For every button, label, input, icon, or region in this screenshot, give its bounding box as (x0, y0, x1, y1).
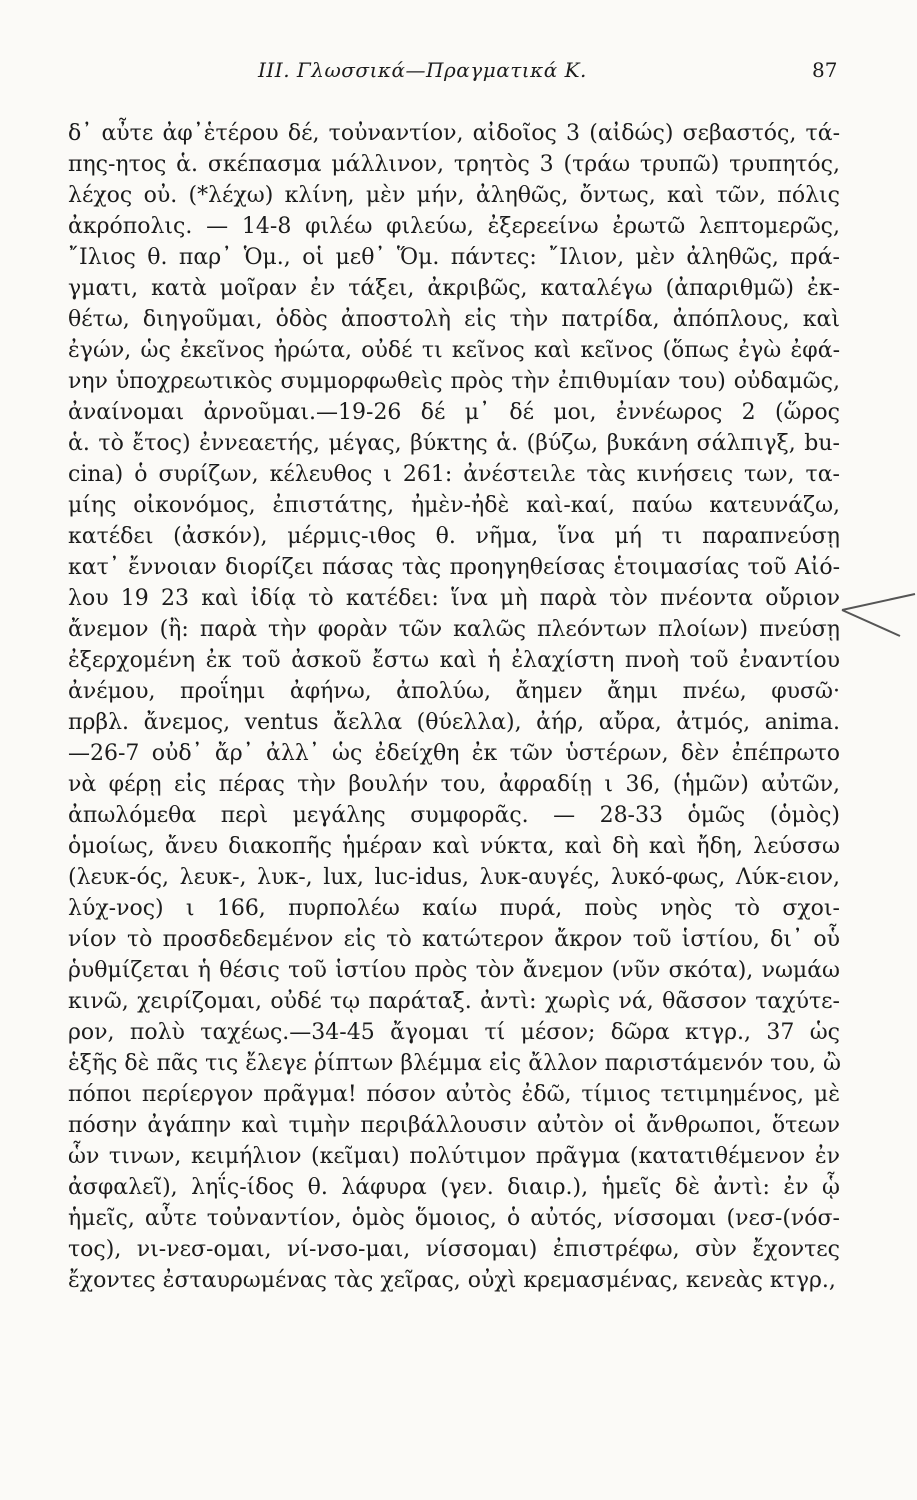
text-line: ἁ. τὸ ἔτος) ἐννεαετής, μέγας, βύκτης ἁ. (βύζω, βυκάνη σάλπιγξ, bu- (68, 431, 840, 456)
text-line: πρβλ. ἄνεμος, ventus ἄελλα (θύελλα), ἀήρ, αὔρα, ἀτμός, anima. (68, 710, 840, 735)
margin-pencil-mark (840, 588, 917, 638)
text-line: μίης οἰκονόμος, ἐπιστάτης, ἠμὲν-ἠδὲ καὶ-καί, παύω κατευνάζω, (68, 493, 840, 518)
text-line: ἀπωλόμεθα περὶ μεγάλης συμφορᾶς. — 28-33 ὁμῶς (ὁμὸς) (68, 803, 840, 828)
text-line: ἡμεῖς, αὖτε τοὐναντίον, ὁμὸς ὅμοιος, ὁ αὐτός, νίσσομαι (νεσ-(νόσ- (68, 1206, 840, 1231)
text-line: νην ὑποχρεωτικὸς συμμορφωθεὶς πρὸς τὴν ἐπιθυμίαν του) οὐδαμῶς, (68, 369, 840, 394)
page-header (0, 56, 917, 96)
text-line: ἀσφαλεῖ), ληΐς-ίδος θ. λάφυρα (γεν. διαιρ.), ἡμεῖς δὲ ἀντὶ: ἐν ᾧ (68, 1175, 840, 1200)
commentary-body (68, 118, 840, 1296)
text-line: ὁμοίως, ἄνευ διακοπῆς ἡμέραν καὶ νύκτα, καὶ δὴ καὶ ἤδη, λεύσσω (68, 834, 840, 859)
text-line: ὧν τινων, κειμήλιον (κεῖμαι) πολύτιμον πρᾶγμα (κατατιθέμενον ἐν (68, 1144, 840, 1169)
running-head: III. Γλωσσικά—Πραγματικά Κ. (258, 58, 587, 82)
text-line: ἑξῆς δὲ πᾶς τις ἔλεγε ῥίπτων βλέμμα εἰς ἄλλον παριστάμενόν του, ὢ (68, 1051, 841, 1076)
text-line: ἔχοντες ἐσταυρωμένας τὰς χεῖρας, οὐχὶ κρεμασμένας, κενεὰς κτγρ., (68, 1268, 836, 1293)
text-line: ῎Ιλιος θ. παρ᾽ Ὁμ., οἱ μεθ᾽ Ὅμ. πάντες: ῎Ιλιον, μὲν ἀληθῶς, πρά- (68, 245, 840, 270)
text-line: ἐξερχομένη ἐκ τοῦ ἀσκοῦ ἔστω καὶ ἡ ἐλαχίστη πνοὴ τοῦ ἐναντίου (68, 648, 840, 673)
text-line: ἀκρόπολις. — 14-8 φιλέω φιλεύω, ἐξερεείνω ἐρωτῶ λεπτομερῶς, (68, 214, 840, 239)
text-line: θέτω, διηγοῦμαι, ὁδὸς ἀποστολὴ εἰς τὴν πατρίδα, ἀπόπλους, καὶ (68, 307, 840, 332)
page-number: 87 (812, 58, 838, 82)
text-line: ἄνεμον (ἢ: παρὰ τὴν φορὰν τῶν καλῶς πλεόντων πλοίων) πνεύσῃ (68, 617, 840, 642)
text-line: ῥυθμίζεται ἡ θέσις τοῦ ἱστίου πρὸς τὸν ἄνεμον (νῦν σκότα), νωμάω (68, 958, 840, 983)
text-line: ἀναίνομαι ἀρνοῦμαι.—19-26 δέ μ᾽ δέ μοι, ἐννέωρος 2 (ὥρος (68, 400, 840, 425)
text-line: λου 19 23 καὶ ἰδίᾳ τὸ κατέδει: ἵνα μὴ παρὰ τὸν πνέοντα οὔριον (68, 586, 840, 611)
text-line: γματι, κατὰ μοῖραν ἐν τάξει, ἀκριβῶς, καταλέγω (ἀπαριθμῶ) ἐκ- (68, 276, 840, 301)
text-line: λύχ-νος) ι 166, πυρπολέω καίω πυρά, ποὺς νηὸς τὸ σχοι- (68, 896, 840, 921)
text-line: δ᾽ αὖτε ἀφ᾽ἑτέρου δέ, τοὐναντίον, αἰδοῖος 3 (αἰδώς) σεβαστός, τά- (68, 121, 840, 146)
text-line: ρον, πολὺ ταχέως.—34-45 ἄγομαι τί μέσον; δῶρα κτγρ., 37 ὡς (68, 1020, 840, 1045)
text-line: —26-7 οὐδ᾽ ἄρ᾽ ἀλλ᾽ ὡς ἐδείχθη ἐκ τῶν ὑστέρων, δὲν ἐπέπρωτο (68, 741, 840, 766)
text-line: πης-ητος ἁ. σκέπασμα μάλλινον, τρητὸς 3 (τράω τρυπῶ) τρυπητός, (68, 152, 840, 177)
text-line: τος), νι-νεσ-ομαι, νί-νσο-μαι, νίσσομαι) ἐπιστρέφω, σὺν ἔχοντες (68, 1237, 840, 1262)
text-line: νίον τὸ προσδεδεμένον εἰς τὸ κατώτερον ἄκρον τοῦ ἱστίου, δι᾽ οὗ (68, 927, 840, 952)
text-line: (λευκ-ός, λευκ-, λυκ-, lux, luc-idus, λυκ-αυγές, λυκό-φως, Λύκ-ειον, (68, 865, 840, 890)
text-line: κατ᾽ ἔννοιαν διορίζει πάσας τὰς προηγηθείσας ἑτοιμασίας τοῦ Αἰό- (68, 555, 840, 580)
text-line: λέχος οὐ. (*λέχω) κλίνη, μὲν μήν, ἀληθῶς, ὄντως, καὶ τῶν, πόλις (68, 183, 840, 208)
text-line: νὰ φέρῃ εἰς πέρας τὴν βουλήν του, ἀφραδίῃ ι 36, (ἡμῶν) αὐτῶν, (68, 772, 840, 797)
text-line: ἀνέμου, προΐημι ἀφήνω, ἀπολύω, ἄημεν ἄημι πνέω, φυσῶ· (68, 679, 840, 704)
text-line: ἐγών, ὡς ἐκεῖνος ἠρώτα, οὐδέ τι κεῖνος καὶ κεῖνος (ὅπως ἐγὼ ἐφά- (68, 338, 840, 363)
text-line: πόποι περίεργον πρᾶγμα! πόσον αὐτὸς ἐδῶ, τίμιος τετιμημένος, μὲ (68, 1082, 840, 1107)
text-line: κατέδει (ἀσκόν), μέρμις-ιθος θ. νῆμα, ἵνα μή τι παραπνεύσῃ (68, 524, 840, 549)
text-line: πόσην ἀγάπην καὶ τιμὴν περιβάλλουσιν αὐτὸν οἱ ἄνθρωποι, ὅτεων (68, 1113, 840, 1138)
text-line: κινῶ, χειρίζομαι, οὐδέ τῳ παράταξ. ἀντὶ: χωρὶς νά, θᾶσσον ταχύτε- (68, 989, 840, 1014)
text-line: cina) ὁ συρίζων, κέλευθος ι 261: ἀνέστειλε τὰς κινήσεις των, τα- (68, 462, 840, 487)
